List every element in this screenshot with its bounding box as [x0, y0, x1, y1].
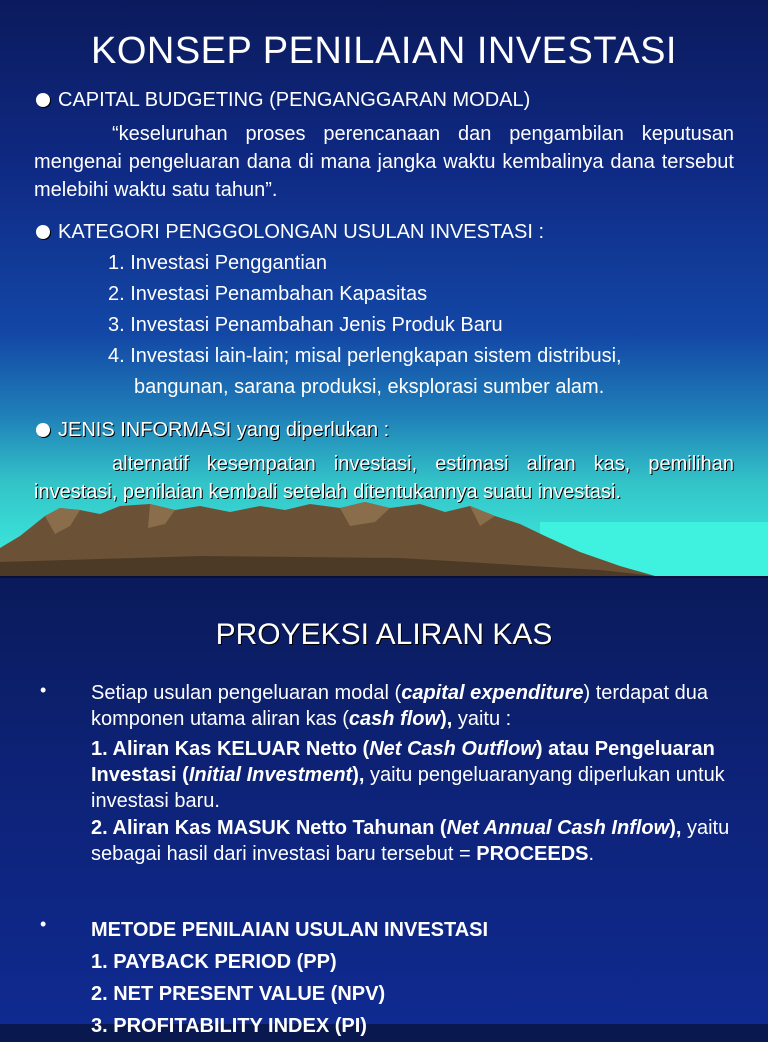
text-run: 2. Aliran Kas MASUK Netto Tahunan ( — [91, 817, 447, 839]
list-item: 3. Investasi Penambahan Jenis Produk Baru — [108, 314, 503, 336]
slide-title: PROYEKSI ALIRAN KAS — [215, 618, 553, 651]
paragraph-cash-inflow — [91, 815, 731, 867]
list-item: 2. NET PRESENT VALUE (NPV) — [91, 983, 386, 1005]
term-initial-investment: Initial Investment — [188, 764, 353, 786]
definition-paragraph: “keseluruhan proses perencanaan dan pengambilan keputusan mengenai pengeluaran dana di mana jangka waktu kembalinya dana tersebut melebihi waktu satu tahun”. — [34, 123, 734, 201]
text-run: ) terdapat dua komponen utama aliran kas ( — [91, 682, 709, 730]
informasi-paragraph: alternatif kesempatan investasi, estimasi aliran kas, pemilihan investasi, penilaian kembali setelah ditentukannya suatu investasi. — [34, 453, 734, 503]
bullet-icon — [36, 93, 50, 107]
term-proceeds: PROCEEDS — [476, 843, 589, 865]
bullet-icon: • — [40, 914, 47, 934]
bullet-heading: CAPITAL BUDGETING (PENGANGGARAN MODAL) — [58, 89, 531, 111]
metode-heading: METODE PENILAIAN USULAN INVESTASI — [91, 919, 489, 941]
paragraph-cash-flow-intro — [91, 680, 731, 732]
slide-title: KONSEP PENILAIAN INVESTASI — [90, 30, 677, 72]
bullet-kategori — [36, 218, 736, 246]
text-run: . — [588, 843, 595, 865]
list-item-continuation: bangunan, sarana produksi, eksplorasi sumber alam. — [134, 376, 605, 398]
list-item: 2. Investasi Penambahan Kapasitas — [108, 283, 428, 305]
text-run: 1. Aliran Kas KELUAR Netto ( — [91, 738, 370, 760]
text-run: yaitu sebagai hasil dari investasi baru tersebut = — [91, 817, 730, 865]
text-run: Setiap usulan pengeluaran modal ( — [91, 682, 402, 704]
term-cash-flow: cash flow — [348, 708, 441, 730]
term-net-cash-outflow: Net Cash Outflow — [369, 738, 536, 760]
text-run: yaitu pengeluaranyang diperlukan untuk investasi baru. — [91, 764, 725, 812]
bullet-jenis-informasi — [36, 416, 736, 444]
term-net-annual-cash-inflow: Net Annual Cash Inflow — [446, 817, 670, 839]
list-item: 1. Investasi Penggantian — [108, 252, 328, 274]
text-run: ), — [669, 817, 682, 839]
bullet-icon — [36, 225, 50, 239]
term-capital-expenditure: capital expenditure — [401, 682, 584, 704]
text-run: yaitu : — [452, 708, 512, 730]
list-item: 4. Investasi lain-lain; misal perlengkapan sistem distribusi, — [108, 345, 622, 367]
kategori-list — [108, 248, 622, 403]
bullet-heading: KATEGORI PENGGOLONGAN USULAN INVESTASI : — [58, 221, 545, 243]
bullet-capital-budgeting — [36, 86, 736, 114]
text-run: ) atau Pengeluaran Investasi ( — [91, 738, 715, 786]
text-run: ), — [440, 708, 453, 730]
bullet-icon: • — [40, 680, 47, 700]
list-item: 1. PAYBACK PERIOD (PP) — [91, 951, 337, 973]
bullet-heading: JENIS INFORMASI yang diperlukan : — [58, 419, 390, 441]
metode-list — [91, 914, 731, 1042]
paragraph-cash-outflow — [91, 736, 731, 814]
text-run: ), — [352, 764, 365, 786]
bullet-icon — [36, 423, 50, 437]
list-item: 3. PROFITABILITY INDEX (PI) — [91, 1015, 367, 1037]
